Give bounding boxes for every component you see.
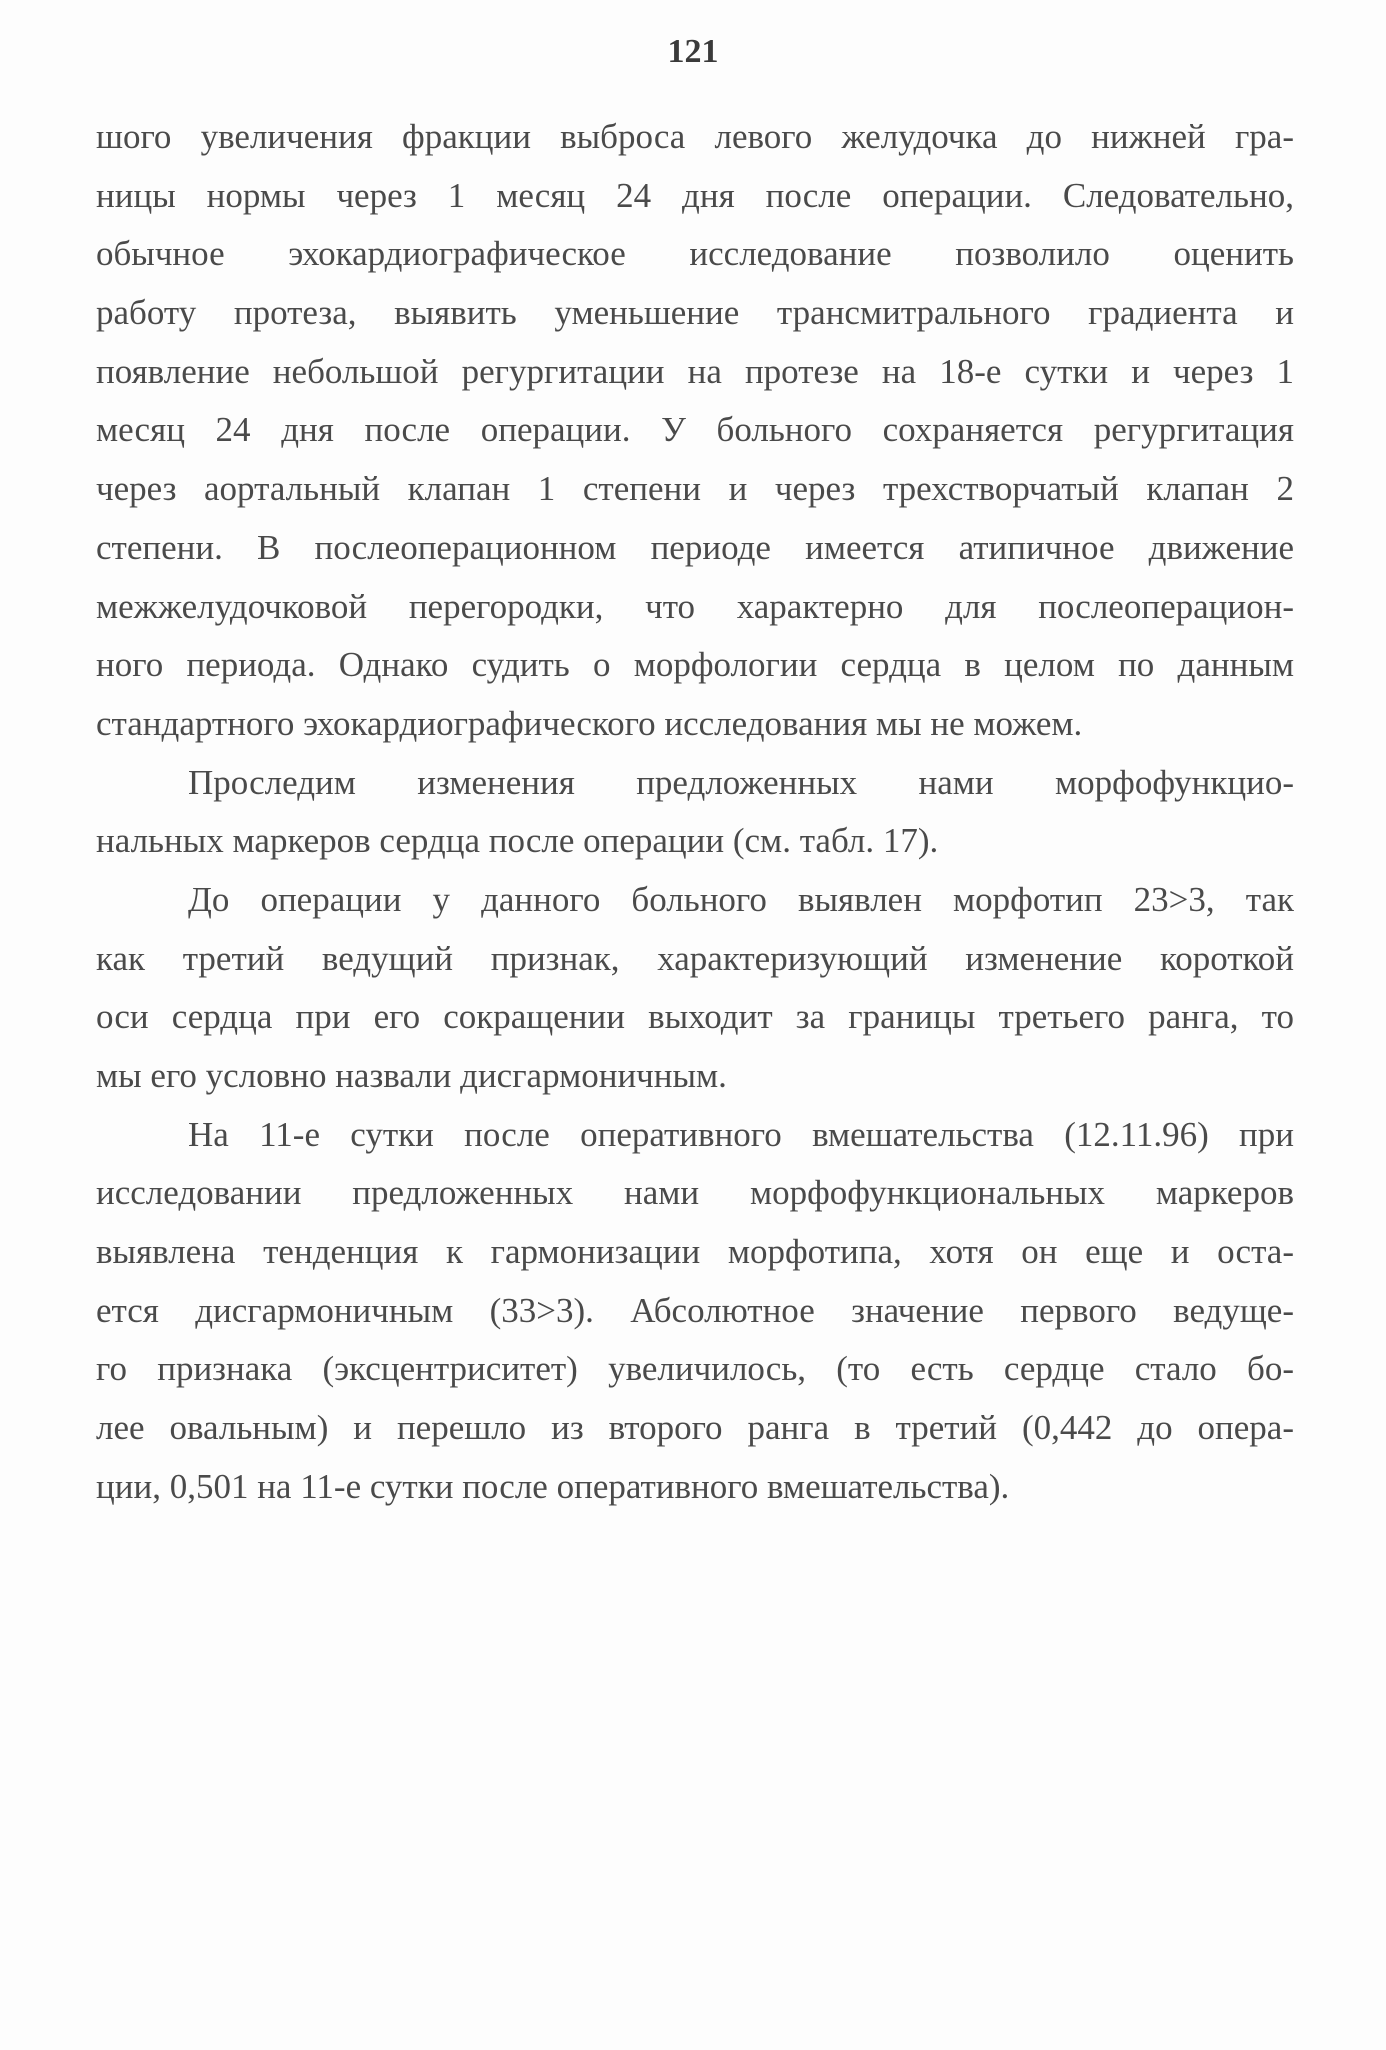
text-line: как третий ведущий признак, характеризующий изменение короткой [96, 938, 1294, 978]
text-line: Проследим изменения предложенных нами морфофункцио- [188, 762, 1294, 802]
text-line: стандартного эхокардиографического исследования мы не можем. [96, 703, 1083, 743]
text-line: До операции у данного больного выявлен морфотип 23>3, так [188, 879, 1294, 919]
text-line: На 11-е сутки после оперативного вмешательства (12.11.96) при [188, 1114, 1294, 1154]
paragraph-2 [96, 754, 1294, 871]
text-line: лее овальным) и перешло из второго ранга в третий (0,442 до опера- [96, 1408, 1294, 1448]
text-line: ется дисгармоничным (33>3). Абсолютное значение первого ведуще- [96, 1290, 1294, 1330]
text-line: ного периода. Однако судить о морфологии сердца в целом по данным [96, 645, 1294, 685]
text-line: го признака (эксцентриситет) увеличилось, (то есть сердце стало бо- [96, 1349, 1294, 1389]
paragraph-1 [96, 108, 1294, 754]
text-line: оси сердца при его сокращении выходит за границы третьего ранга, то [96, 997, 1294, 1037]
page-number: 121 [667, 33, 719, 70]
text-line: межжелудочковой перегородки, что характерно для послеоперацион- [96, 586, 1294, 626]
text-line: работу протеза, выявить уменьшение трансмитрального градиента и [96, 293, 1294, 333]
paragraph-4 [96, 1106, 1294, 1517]
text-line: месяц 24 дня после операции. У больного сохраняется регургитация [96, 410, 1294, 450]
text-line: мы его условно назвали дисгармоничным. [96, 1056, 727, 1095]
text-line: шого увеличения фракции выброса левого желудочка до нижней гра- [96, 117, 1294, 156]
text-line: ции, 0,501 на 11-е сутки после оперативного вмешательства). [96, 1466, 1010, 1506]
text-line: появление небольшой регургитации на протезе на 18-е сутки и через 1 [96, 351, 1294, 391]
text-line: степени. В послеоперационном периоде имеется атипичное движение [96, 527, 1294, 567]
paragraph-3 [96, 871, 1294, 1106]
text-line: обычное эхокардиографическое исследование позволило оценить [96, 234, 1294, 274]
text-line: через аортальный клапан 1 степени и через трехстворчатый клапан 2 [96, 469, 1294, 509]
text-line: выявлена тенденция к гармонизации морфотипа, хотя он еще и оста- [96, 1232, 1294, 1272]
text-line: нальных маркеров сердца после операции (см. табл. 17). [96, 821, 939, 861]
body-text [96, 108, 1294, 1517]
text-line: ницы нормы через 1 месяц 24 дня после операции. Следовательно, [96, 175, 1294, 215]
text-line: исследовании предложенных нами морфофункциональных маркеров [96, 1173, 1294, 1213]
